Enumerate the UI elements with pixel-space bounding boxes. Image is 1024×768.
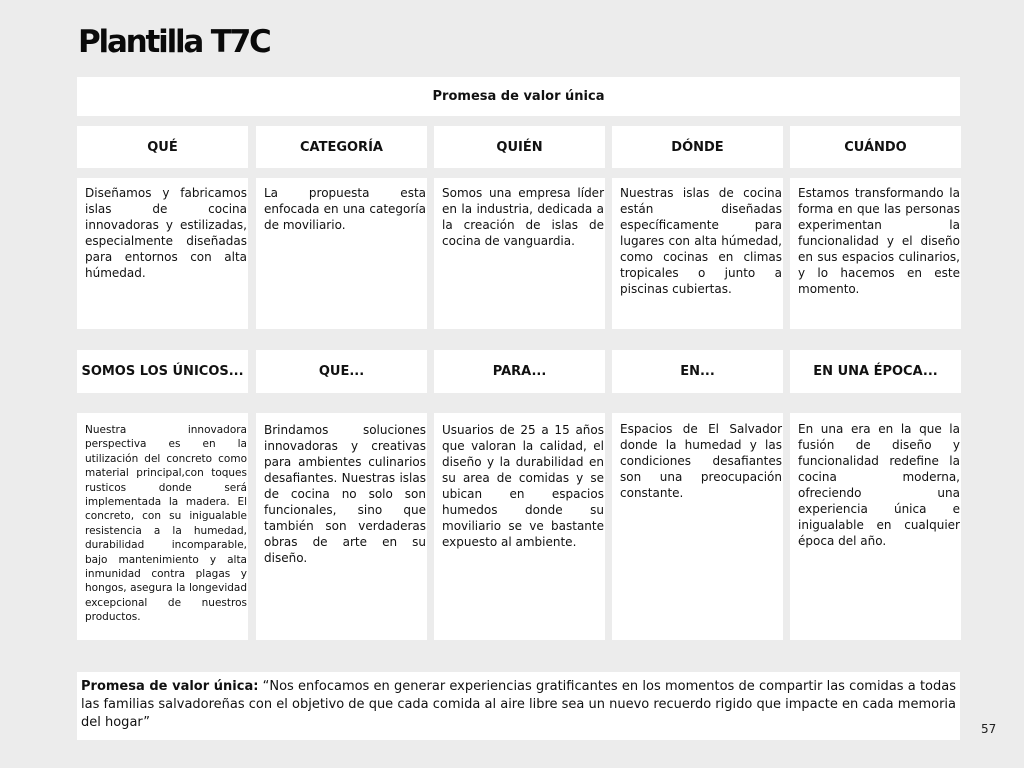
promise-text: “Nos enfocamos en generar experiencias gratificantes en los momentos de compartir las comidas a todas las familias salvadoreñas con el objetivo de que cada comida al aire libre sea un nuevo recuerdo rigido que impacte en cada memoria del hogar” bbox=[81, 679, 957, 730]
page-title: Plantilla T7C bbox=[78, 24, 270, 60]
cell-text: Estamos transformando la forma en que las personas experimentan la funcionalidad y el diseño en sus espacios culinarios, y lo hacemos en este momento. bbox=[798, 186, 960, 296]
cell-somos-los-unicos bbox=[77, 413, 248, 640]
page-number: 57 bbox=[981, 722, 997, 736]
cell-text: Somos una empresa líder en la industria, dedicada a la creación de islas de cocina de vanguardia. bbox=[442, 186, 604, 248]
cell-text: Nuestra innovadora perspectiva es en la utilización del concreto como material principal,con toques rusticos donde será implementada la madera. El concreto, con su inigualable resistencia a la humedad, durabilidad incomparable, bajo mantenimiento y alta inmunidad contra plagas y hongos, asegura la longevidad excepcional de nuestros productos. bbox=[85, 424, 247, 624]
header-quien: QUIÉN bbox=[434, 126, 605, 168]
cell-que-2 bbox=[256, 413, 427, 640]
header-cuando: CUÁNDO bbox=[790, 126, 961, 168]
cell-categoria bbox=[256, 178, 427, 329]
header-para: PARA... bbox=[434, 350, 605, 393]
promise-label: Promesa de valor única: bbox=[81, 679, 259, 694]
header-categoria: CATEGORÍA bbox=[256, 126, 427, 168]
promise-statement bbox=[77, 672, 960, 740]
cell-en bbox=[612, 413, 783, 640]
cell-que bbox=[77, 178, 248, 329]
header-somos-los-unicos: SOMOS LOS ÚNICOS... bbox=[77, 350, 248, 393]
cell-text: Diseñamos y fabricamos islas de cocina innovadoras y estilizadas, especialmente diseñadas para entornos con alta húmedad. bbox=[85, 186, 247, 280]
cell-donde bbox=[612, 178, 783, 329]
cell-text: Nuestras islas de cocina están diseñadas específicamente para lugares con alta húmedad, como cocinas en climas tropicales o junto a piscinas cubiertas. bbox=[620, 186, 782, 296]
cell-cuando bbox=[790, 178, 961, 329]
cell-en-una-epoca bbox=[790, 413, 961, 640]
header-donde: DÓNDE bbox=[612, 126, 783, 168]
cell-text: La propuesta esta enfocada en una categoría de moviliario. bbox=[264, 186, 426, 232]
cell-text: Usuarios de 25 a 15 años que valoran la calidad, el diseño y la durabilidad en su area de comidas y se ubican en espacios humedos donde su moviliario se ve bastante expuesto al ambiente. bbox=[442, 423, 604, 549]
cell-para bbox=[434, 413, 605, 640]
cell-quien bbox=[434, 178, 605, 329]
header-en-una-epoca: EN UNA ÉPOCA... bbox=[790, 350, 961, 393]
cell-text: En una era en la que la fusión de diseño y funcionalidad redefine la cocina moderna, ofreciendo una experiencia única e inigualable en cualquier época del año. bbox=[798, 422, 960, 548]
banner-title: Promesa de valor única bbox=[77, 77, 960, 116]
header-que-2: QUE... bbox=[256, 350, 427, 393]
header-que: QUÉ bbox=[77, 126, 248, 168]
cell-text: Espacios de El Salvador donde la humedad y las condiciones desafiantes son una preocupación constante. bbox=[620, 422, 782, 500]
cell-text: Brindamos soluciones innovadoras y creativas para ambientes culinarios desafiantes. Nuestras islas de cocina no solo son funcionales, sino que también son verdaderas obras de arte en su diseño. bbox=[264, 423, 426, 565]
header-en: EN... bbox=[612, 350, 783, 393]
